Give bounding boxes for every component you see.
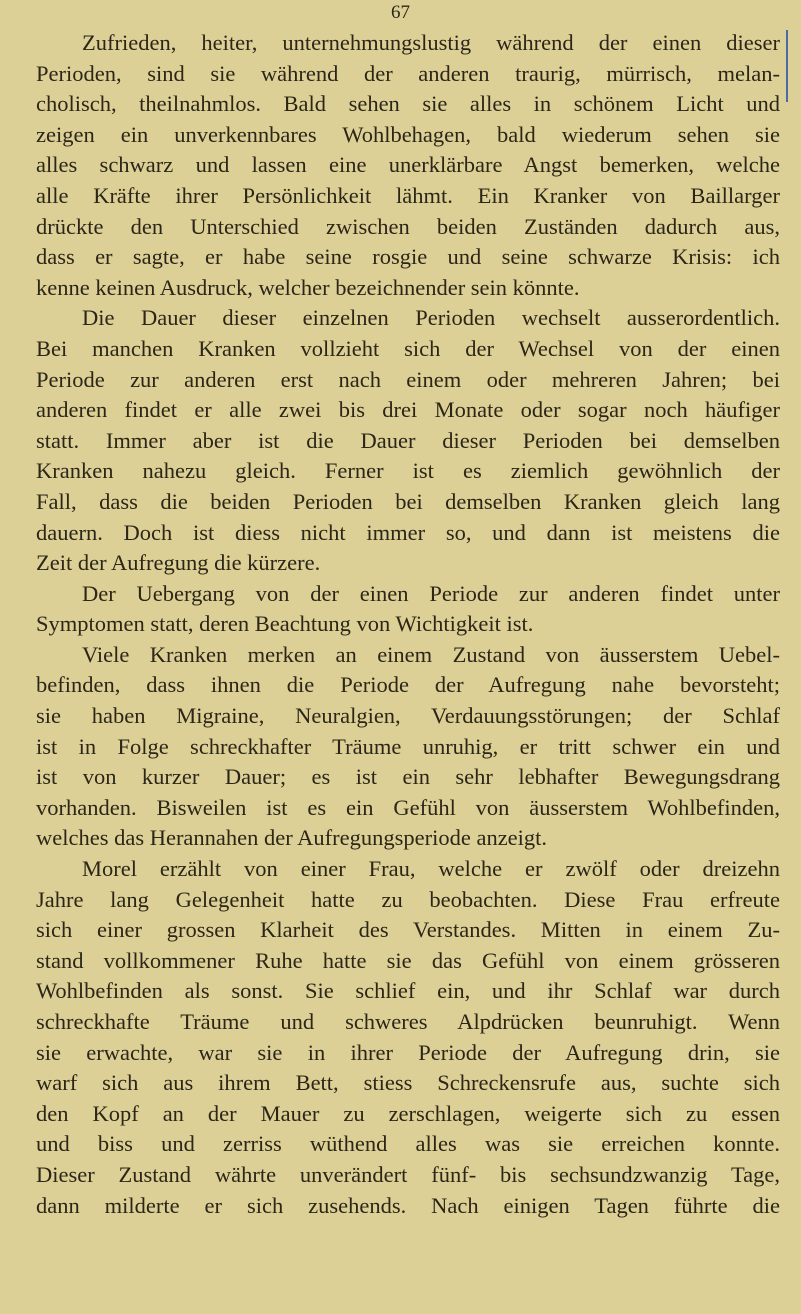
text-line: ist in Folge schreckhafter Träume unruhig, er tritt schwer ein und: [36, 733, 780, 759]
text-line: Der Uebergang von der einen Periode zur anderen findet unter: [82, 580, 780, 606]
paragraph: [36, 640, 780, 854]
text-line: Zufrieden, heiter, unternehmungslustig während der einen dieser: [82, 30, 780, 55]
text-line: vorhanden. Bisweilen ist es ein Gefühl von äusserstem Wohlbefinden,: [36, 794, 780, 820]
text-line: alle Kräfte ihrer Persönlichkeit lähmt. Ein Kranker von Baillarger: [36, 182, 780, 208]
text-line: dann milderte er sich zusehends. Nach einigen Tagen führte die: [36, 1192, 780, 1218]
text-line: schreckhafte Träume und schweres Alpdrücken beunruhigt. Wenn: [36, 1009, 780, 1034]
text-line: befinden, dass ihnen die Periode der Aufregung nahe bevorsteht;: [36, 672, 780, 698]
text-line: sie haben Migraine, Neuralgien, Verdauungsstörungen; der Schlaf: [36, 703, 780, 729]
margin-mark: [786, 30, 788, 102]
paragraph: [36, 28, 780, 303]
paragraph: [36, 854, 780, 1221]
body-text: [36, 28, 780, 1221]
text-line: Symptomen statt, deren Beachtung von Wichtigkeit ist.: [36, 611, 534, 637]
text-line: statt. Immer aber ist die Dauer dieser Perioden bei demselben: [36, 427, 780, 453]
text-line: Dieser Zustand währte unverändert fünf- bis sechsundzwanzig Tage,: [36, 1161, 780, 1187]
text-line: drückte den Unterschied zwischen beiden Zuständen dadurch aus,: [36, 213, 780, 239]
text-line: cholisch, theilnahmlos. Bald sehen sie alles in schönem Licht und: [36, 91, 780, 117]
text-line: anderen findet er alle zwei bis drei Monate oder sogar noch häufiger: [36, 397, 780, 423]
paragraph: [36, 579, 780, 640]
text-line: Fall, dass die beiden Perioden bei demselben Kranken gleich lang: [36, 488, 780, 514]
text-line: alles schwarz und lassen eine unerklärbare Angst bemerken, welche: [36, 152, 780, 178]
text-line: Periode zur anderen erst nach einem oder mehreren Jahren; bei: [36, 366, 780, 392]
text-line: dass er sagte, er habe seine rosgie und seine schwarze Krisis: ich: [36, 244, 780, 270]
text-line: zeigen ein unverkennbares Wohlbehagen, bald wiederum sehen sie: [36, 121, 780, 147]
text-line: Jahre lang Gelegenheit hatte zu beobachten. Diese Frau erfreute: [36, 886, 780, 912]
text-line: ist von kurzer Dauer; es ist ein sehr lebhafter Bewegungsdrang: [36, 764, 780, 790]
page-number: 67: [391, 2, 410, 23]
text-line: Kranken nahezu gleich. Ferner ist es ziemlich gewöhnlich der: [36, 458, 780, 484]
text-line: sich einer grossen Klarheit des Verstandes. Mitten in einem Zu-: [36, 917, 780, 943]
text-line: Morel erzählt von einer Frau, welche er zwölf oder dreizehn: [82, 856, 780, 882]
text-line: den Kopf an der Mauer zu zerschlagen, weigerte sich zu essen: [36, 1100, 780, 1126]
text-line: welches das Herannahen der Aufregungsperiode anzeigt.: [36, 825, 548, 851]
text-line: Perioden, sind sie während der anderen traurig, mürrisch, melan-: [36, 60, 780, 86]
text-line: kenne keinen Ausdruck, welcher bezeichnender sein könnte.: [36, 274, 580, 300]
paragraph: [36, 303, 780, 578]
text-line: stand vollkommener Ruhe hatte sie das Gefühl von einem grösseren: [36, 947, 780, 973]
text-line: und biss und zerriss wüthend alles was sie erreichen konnte.: [36, 1131, 780, 1157]
text-line: Bei manchen Kranken vollzieht sich der Wechsel von der einen: [36, 335, 780, 361]
text-line: Viele Kranken merken an einem Zustand von äusserstem Uebel-: [82, 641, 780, 667]
text-line: dauern. Doch ist diess nicht immer so, und dann ist meistens die: [36, 519, 780, 545]
text-line: Wohlbefinden als sonst. Sie schlief ein, und ihr Schlaf war durch: [36, 978, 780, 1004]
text-line: Zeit der Aufregung die kürzere.: [36, 550, 321, 576]
text-line: warf sich aus ihrem Bett, stiess Schreckensrufe aus, suchte sich: [36, 1070, 780, 1096]
text-line: Die Dauer dieser einzelnen Perioden wechselt ausserordentlich.: [82, 305, 780, 331]
text-line: sie erwachte, war sie in ihrer Periode der Aufregung drin, sie: [36, 1039, 780, 1065]
